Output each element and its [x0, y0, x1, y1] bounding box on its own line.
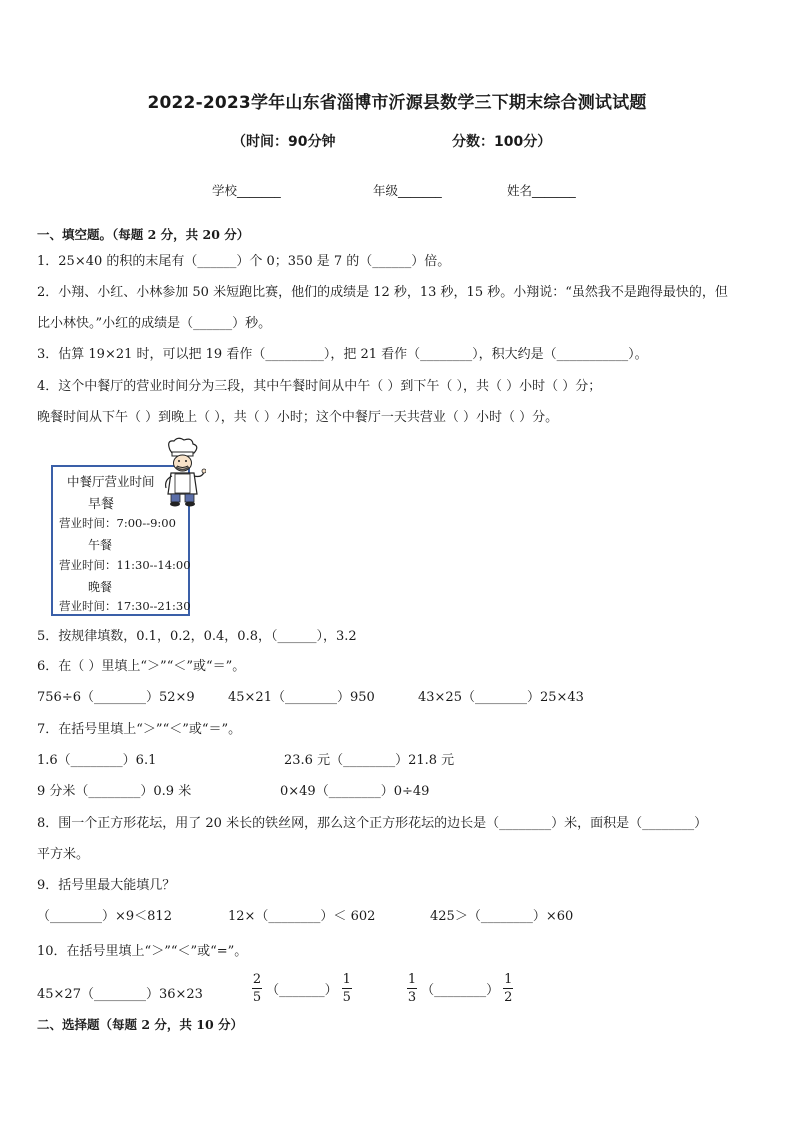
section-heading-fill-in: 一、填空题。（每题 2 分，共 20 分） — [37, 227, 250, 242]
question-6-item-c: 43×25（________）25×43 — [418, 690, 584, 705]
question-7: 7．在括号里填上“＞”“＜”或“＝”。 — [37, 722, 242, 737]
question-6-item-b: 45×21（________）950 — [228, 690, 375, 705]
question-1: 1．25×40 的积的末尾有（______）个 0；350 是 7 的（______）倍。 — [37, 254, 451, 269]
schedule-lunch-time: 营业时间：11:30--14:00 — [59, 558, 191, 572]
schedule-lunch: 午餐 — [88, 538, 113, 552]
question-4-line-2: 晚餐时间从下午（ ）到晚上（ ），共（ ）小时；这个中餐厅一天共营业（ ）小时（ ）分。 — [37, 410, 559, 425]
question-5: 5．按规律填数，0.1，0.2，0.4，0.8，（______），3.2 — [37, 629, 357, 644]
question-7-item-d: 0×49（________）0÷49 — [280, 784, 430, 799]
question-10-item-a: 45×27（________）36×23 — [37, 987, 203, 1002]
question-10-item-b: $\frac{2}{5}$ （_______） $\frac{1}{5}$ — [252, 972, 351, 1005]
fraction-one-fifth: $\frac{1}{5}$ — [342, 972, 351, 1005]
question-3: 3．估算 19×21 时，可以把 19 看作（_________），把 21 看作（________），积大约是（___________）。 — [37, 347, 648, 362]
schedule-title: 中餐厅营业时间 — [67, 474, 155, 489]
chef-illustration — [158, 436, 206, 508]
question-9-item-b: 12×（________）＜ 602 — [228, 909, 376, 924]
question-4-line-1: 4．这个中餐厅的营业时间分为三段，其中午餐时间从中午（ ）到下午（ ），共（ ）小时（ ）分； — [37, 379, 602, 394]
schedule-dinner-time: 营业时间：17:30--21:30 — [59, 599, 191, 613]
question-9-item-c: 425＞（________）×60 — [430, 909, 574, 924]
question-7-item-c: 9 分米（________）0.9 米 — [37, 784, 192, 799]
school-field: 学校_______ — [212, 183, 281, 198]
schedule-dinner: 晚餐 — [88, 580, 113, 594]
question-2-line-2: 比小林快。”小红的成绩是（______）秒。 — [37, 316, 272, 331]
page-title: 2022-2023学年山东省淄博市沂源县数学三下期末综合测试试题 — [147, 93, 647, 113]
question-10-item-c: $\frac{1}{3}$ （________） $\frac{1}{2}$ — [407, 972, 513, 1005]
name-field: 姓名_______ — [507, 183, 576, 198]
grade-field: 年级_______ — [373, 183, 442, 198]
question-7-item-b: 23.6 元（________）21.8 元 — [284, 753, 455, 768]
exam-score: 分数：100分） — [452, 134, 552, 150]
schedule-breakfast: 早餐 — [88, 497, 115, 512]
question-8-line-2: 平方米。 — [37, 847, 90, 862]
question-8-line-1: 8．围一个正方形花坛，用了 20 米长的铁丝网，那么这个正方形花坛的边长是（________）米，面积是（________） — [37, 816, 708, 831]
schedule-breakfast-time: 营业时间：7:00--9:00 — [59, 516, 176, 530]
question-6: 6．在（ ）里填上“＞”“＜”或“＝”。 — [37, 659, 246, 674]
question-6-item-a: 756÷6（________）52×9 — [37, 690, 195, 705]
exam-time: （时间：90分钟 — [232, 134, 336, 150]
fraction-one-half: $\frac{1}{2}$ — [504, 972, 513, 1005]
question-7-item-a: 1.6（________）6.1 — [37, 753, 157, 768]
section-heading-multiple-choice: 二、选择题（每题 2 分，共 10 分） — [37, 1017, 244, 1032]
question-10: 10．在括号里填上“＞”“＜”或“=”。 — [37, 944, 248, 959]
fraction-one-third: $\frac{1}{3}$ — [407, 972, 417, 1005]
fraction-two-fifths: $\frac{2}{5}$ — [252, 972, 262, 1005]
question-2-line-1: 2．小翔、小红、小林参加 50 米短跑比赛，他们的成绩是 12 秒，13 秒，15 秒。小翔说：“虽然我不是跑得最快的，但 — [37, 285, 728, 300]
question-9: 9．括号里最大能填几？ — [37, 878, 176, 893]
question-9-item-a: （________）×9＜812 — [37, 909, 172, 924]
